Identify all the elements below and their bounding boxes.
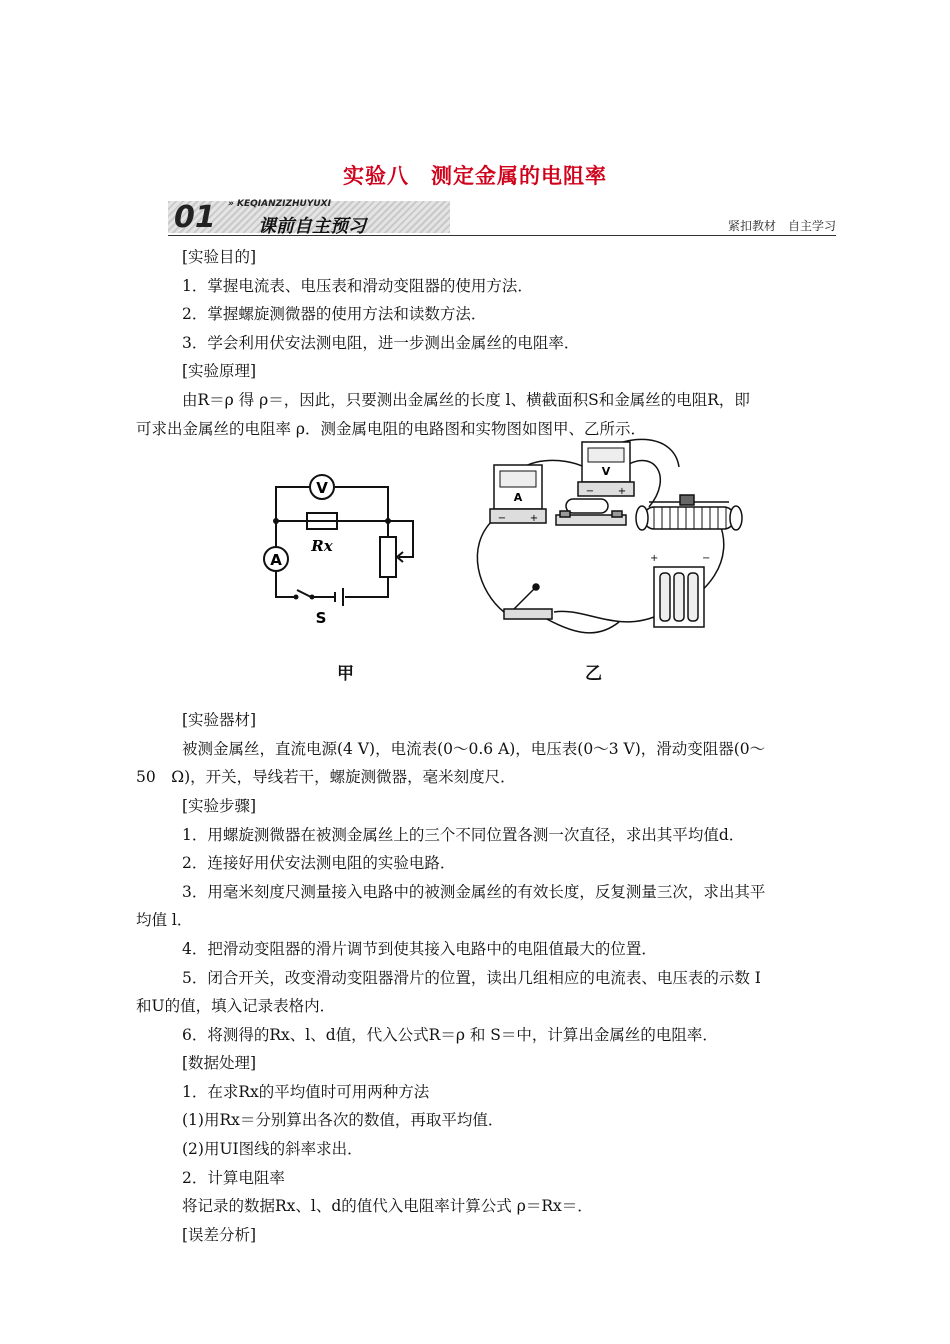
page-title: 实验八 测定金属的电阻率 xyxy=(343,163,607,188)
switch-label: S xyxy=(315,609,327,628)
ammeter-device-label: A xyxy=(513,491,523,505)
battery-plus: + xyxy=(650,553,659,565)
text-line: 1．在求Rx的平均值时可用两种方法 xyxy=(182,1082,430,1101)
text-line: 1．掌握电流表、电压表和滑动变阻器的使用方法． xyxy=(182,276,533,295)
text-line: 和U的值，填入记录表格内． xyxy=(136,997,336,1016)
ammeter-label: A xyxy=(270,551,282,570)
text-line: 2．掌握螺旋测微器的使用方法和读数方法． xyxy=(182,305,487,324)
switch-device xyxy=(504,584,552,619)
text-line: 50 Ω)，开关，导线若干，螺旋测微器，毫米刻度尺． xyxy=(136,768,516,787)
voltmeter-plus: + xyxy=(617,486,627,498)
section-heading-purpose: [实验目的] xyxy=(182,248,257,266)
banner-heading: 课前自主预习 xyxy=(258,216,366,237)
section-heading-principle: [实验原理] xyxy=(182,362,257,381)
document-body xyxy=(136,243,816,1249)
banner-slogan: 紧扣教材 自主学习 xyxy=(727,219,836,233)
text-line: 2．连接好用伏安法测电阻的实验电路． xyxy=(182,854,456,873)
text-line: 4．把滑动变阻器的滑片调节到使其接入电路中的电阻值最大的位置． xyxy=(182,939,657,958)
section-banner xyxy=(168,199,836,236)
voltmeter-label: V xyxy=(316,479,328,498)
text-line: 3．学会利用伏安法测电阻，进一步测出金属丝的电阻率． xyxy=(182,333,580,352)
text-line: (2)用UI图线的斜率求出． xyxy=(182,1140,363,1159)
rheostat-device xyxy=(636,495,742,530)
battery-device xyxy=(650,553,710,627)
resistor-label: Rx xyxy=(311,537,333,556)
figure-label-a: 甲 xyxy=(337,664,354,685)
text-line: 2．计算电阻率 xyxy=(182,1168,285,1187)
ammeter-device xyxy=(490,465,546,524)
text-line: 均值 l． xyxy=(136,911,193,930)
apparatus-drawing xyxy=(474,437,774,657)
text-line: 被测金属丝，直流电源(4 V)，电流表(0～0.6 A)，电压表(0～3 V)，滑动变阻器(0～ xyxy=(182,739,766,758)
banner-number: 01 xyxy=(174,200,216,235)
text-line: 可求出金属丝的电阻率 ρ．测金属电阻的电路图和实物图如图甲、乙所示． xyxy=(136,419,647,438)
text-line: (1)用Rx＝分别算出各次的数值，再取平均值． xyxy=(182,1111,504,1130)
text-line: 5．闭合开关，改变滑动变阻器滑片的位置，读出几组相应的电流表、电压表的示数 I xyxy=(182,968,761,987)
voltmeter-device xyxy=(578,442,634,497)
section-heading-data: [数据处理] xyxy=(182,1054,257,1073)
voltmeter-minus: − xyxy=(585,486,595,498)
circuit-figure xyxy=(136,443,816,706)
ammeter-plus: + xyxy=(529,513,539,525)
banner-mark: » KEQIANZIZHUYUXI xyxy=(228,199,331,209)
section-heading-equipment: [实验器材] xyxy=(182,711,257,730)
section-heading-error: [误差分析] xyxy=(182,1225,257,1244)
voltmeter-device-label: V xyxy=(601,465,611,479)
text-line: 由R＝ρ 得 ρ＝，因此，只要测出金属丝的长度 l、横截面积S和金属丝的电阻R，即 xyxy=(182,390,750,409)
text-line: 将记录的数据Rx、l、d的值代入电阻率计算公式 ρ＝Rx＝． xyxy=(182,1197,593,1216)
battery-minus: − xyxy=(702,553,711,565)
text-line: 1．用螺旋测微器在被测金属丝上的三个不同位置各测一次直径，求出其平均值d． xyxy=(182,825,745,844)
section-heading-steps: [实验步骤] xyxy=(182,796,257,815)
figure-label-b: 乙 xyxy=(585,664,602,685)
ammeter-minus: − xyxy=(497,513,507,525)
text-line: 6．将测得的Rx、l、d值，代入公式R＝ρ 和 S＝中，计算出金属丝的电阻率． xyxy=(182,1025,718,1044)
text-line: 3．用毫米刻度尺测量接入电路中的被测金属丝的有效长度，反复测量三次，求出其平 xyxy=(182,882,766,901)
metal-wire-holder xyxy=(556,499,626,525)
